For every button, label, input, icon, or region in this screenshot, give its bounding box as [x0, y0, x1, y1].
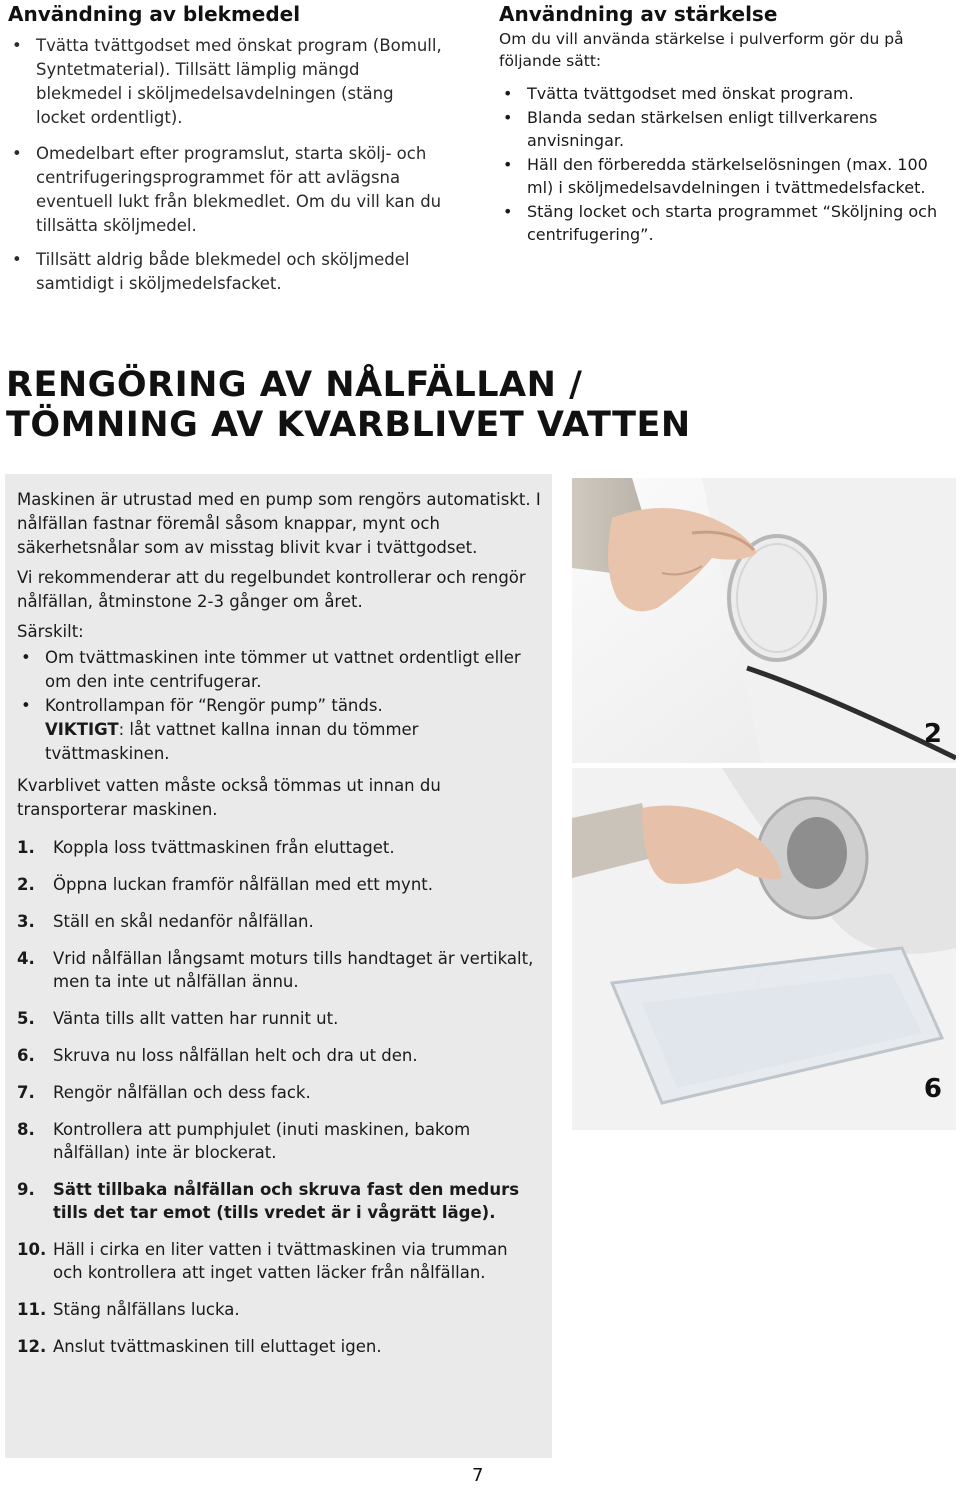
step-item [17, 1044, 542, 1067]
step-text: Kontrollera att pumphjulet (inuti maskinen, bakom nålfällan) inte är blockerat. [53, 1120, 471, 1162]
step-number: 2. [17, 875, 35, 894]
step-item [17, 1178, 542, 1224]
step-item [17, 1238, 542, 1284]
step-text: Anslut tvättmaskinen till eluttaget igen. [53, 1337, 382, 1356]
important-text: : låt vattnet kallna innan du tömmer tvättmaskinen. [45, 720, 419, 763]
list-item [17, 646, 542, 694]
box-bullet-list [17, 646, 542, 766]
list-item: • Stäng locket och starta programmet “Sköljning och centrifugering”. [499, 200, 954, 247]
step-text: Stäng nålfällans lucka. [53, 1300, 240, 1319]
step-text: Skruva nu loss nålfällan helt och dra ut den. [53, 1046, 418, 1065]
step-number: 3. [17, 912, 35, 931]
bleach-section [8, 2, 448, 296]
step-number: 12. [17, 1337, 47, 1356]
starch-section [499, 2, 954, 247]
step-item [17, 1081, 542, 1104]
step-item [17, 873, 542, 896]
list-item: • Tillsätt aldrig både blekmedel och sköljmedel samtidigt i sköljmedelsfacket. [8, 248, 448, 296]
main-title-line-1: RENGÖRING AV NÅLFÄLLAN / [6, 365, 583, 405]
step-text: Vrid nålfällan långsamt moturs tills handtaget är vertikalt, men ta inte ut nålfällan ännu. [53, 949, 534, 991]
photo-drain-water [572, 768, 956, 1130]
step-item [17, 1335, 542, 1358]
bleach-heading: Användning av blekmedel [8, 2, 301, 26]
step-number: 7. [17, 1083, 35, 1102]
step-number: 4. [17, 949, 35, 968]
step-number: 1. [17, 838, 35, 857]
box-label-sarskilt: Särskilt: [17, 622, 84, 641]
step-number: 10. [17, 1240, 47, 1259]
step-number: 9. [17, 1180, 35, 1199]
box-paragraph-2: Vi rekommenderar att du regelbundet kontrollerar och rengör nålfällan, åtminstone 2-3 gånger om året. [17, 568, 526, 611]
list-item-text: Om tvättmaskinen inte tömmer ut vattnet ordentligt eller om den inte centrifugerar. [45, 648, 521, 691]
photo-drain-water-illustration [572, 768, 956, 1130]
list-item [17, 694, 542, 766]
step-item [17, 1298, 542, 1321]
starch-bullet-list [499, 82, 954, 247]
step-text: Sätt tillbaka nålfällan och skruva fast den medurs tills det tar emot (tills vredet är i vågrätt läge). [53, 1180, 520, 1222]
step-item [17, 947, 542, 993]
list-item-text: Kontrollampan för “Rengör pump” tänds. [45, 696, 383, 715]
steps-list [17, 836, 542, 1358]
step-text: Koppla loss tvättmaskinen från eluttaget. [53, 838, 395, 857]
step-text: Öppna luckan framför nålfällan med ett mynt. [53, 875, 433, 894]
list-item: • Tvätta tvättgodset med önskat program. [499, 82, 954, 106]
main-title-line-2: TÖMNING AV KVARBLIVET VATTEN [6, 405, 691, 445]
step-number: 6. [17, 1046, 35, 1065]
instruction-box [5, 474, 552, 1458]
bleach-bullet-list [8, 34, 448, 296]
main-title [6, 365, 906, 445]
page-number: 7 [472, 1465, 484, 1486]
box-paragraph-1: Maskinen är utrustad med en pump som rengörs automatiskt. I nålfällan fastnar föremål såsom knappar, mynt och säkerhetsnålar som av misstag blivit kvar i tvättgodset. [17, 490, 541, 557]
box-paragraph-3: Kvarblivet vatten måste också tömmas ut innan du transporterar maskinen. [17, 776, 441, 819]
step-item [17, 1007, 542, 1030]
figure-number-6: 6 [923, 1074, 942, 1104]
step-text: Rengör nålfällan och dess fack. [53, 1083, 311, 1102]
photo-open-filter-lid [572, 478, 956, 763]
step-number: 5. [17, 1009, 35, 1028]
step-number: 11. [17, 1300, 47, 1319]
step-item [17, 836, 542, 859]
important-label: VIKTIGT [45, 720, 119, 739]
starch-intro: Om du vill använda stärkelse i pulverform gör du på följande sätt: [499, 30, 904, 70]
step-text: Vänta tills allt vatten har runnit ut. [53, 1009, 339, 1028]
photo-open-filter-lid-illustration [572, 478, 956, 763]
step-item [17, 1118, 542, 1164]
step-text: Häll i cirka en liter vatten i tvättmaskinen via trumman och kontrollera att inget vatten läcker från nålfällan. [53, 1240, 508, 1282]
list-item: • Blanda sedan stärkelsen enligt tillverkarens anvisningar. [499, 106, 954, 153]
list-item: • Tvätta tvättgodset med önskat program (Bomull, Syntetmaterial). Tillsätt lämplig mängd blekmedel i sköljmedelsavdelningen (stäng locket ordentligt). [8, 34, 448, 130]
figure-number-2: 2 [923, 719, 942, 749]
list-item: • Häll den förberedda stärkelselösningen (max. 100 ml) i sköljmedelsavdelningen i tvättmedelsfacket. [499, 153, 954, 200]
step-item [17, 910, 542, 933]
step-text: Ställ en skål nedanför nålfällan. [53, 912, 314, 931]
step-number: 8. [17, 1120, 35, 1139]
starch-heading: Användning av stärkelse [499, 2, 778, 26]
list-item: • Omedelbart efter programslut, starta skölj- och centrifugeringsprogrammet för att avlägsna eventuell lukt från blekmedlet. Om du vill kan du tillsätta sköljmedel. [8, 142, 448, 238]
